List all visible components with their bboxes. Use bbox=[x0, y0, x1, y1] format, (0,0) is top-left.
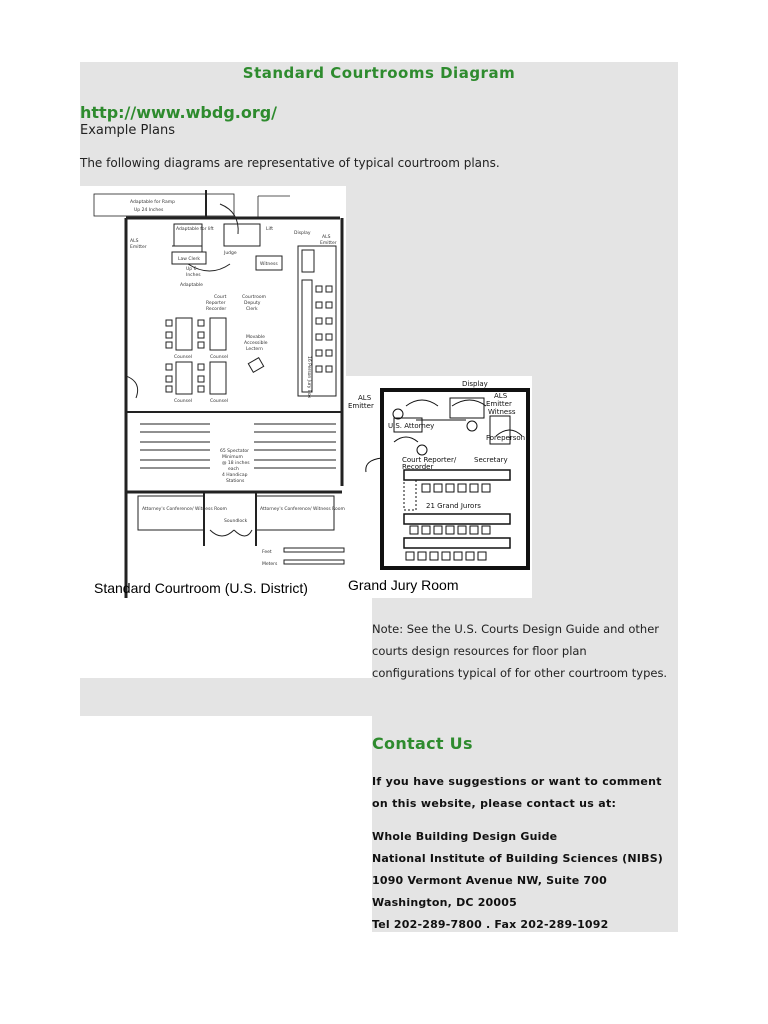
grand-jury-caption: Grand Jury Room bbox=[348, 577, 459, 593]
gj-us-attorney-label: U.S. Attorney bbox=[388, 422, 435, 430]
standard-courtroom-caption: Standard Courtroom (U.S. District) bbox=[94, 580, 308, 596]
display-label: Display bbox=[294, 231, 311, 236]
street-address: 1090 Vermont Avenue NW, Suite 700 bbox=[372, 874, 607, 887]
contact-prompt: If you have suggestions or want to comment on this website, please contact us at: bbox=[372, 775, 662, 810]
jury-box-label: 16 Person Jury Box bbox=[306, 356, 311, 399]
movable-label: Movable bbox=[246, 335, 265, 340]
spectator-label-3: @ 18 inches bbox=[222, 461, 250, 466]
ramp-label: Adaptable for Ramp bbox=[130, 200, 175, 205]
counsel-label-1: Counsel bbox=[174, 355, 192, 360]
source-link[interactable]: http://www.wbdg.org/ bbox=[80, 103, 278, 122]
gj-secretary-label: Secretary bbox=[474, 456, 508, 464]
gj-witness-als-label: ALS bbox=[494, 392, 508, 400]
intro-paragraph: The following diagrams are representative of typical courtroom plans. bbox=[80, 156, 500, 170]
standard-courtroom-plan bbox=[90, 186, 346, 598]
emitter-right-label: Emitter bbox=[320, 241, 337, 246]
law-clerk-label: Law Clerk bbox=[178, 257, 200, 262]
city-address: Washington, DC 20005 bbox=[372, 896, 517, 909]
attorney-room-label-right: Attorney's Conference/ Witness Room bbox=[260, 507, 345, 512]
adaptable-label: Adaptable bbox=[180, 283, 203, 288]
org-name: Whole Building Design Guide bbox=[372, 830, 558, 843]
phone-fax: Tel 202-289-7800 . Fax 202-289-1092 bbox=[372, 918, 609, 931]
up6-label: Up 6 bbox=[186, 267, 197, 272]
spectator-label-2: Minimum bbox=[222, 455, 243, 460]
background-panel-right-mid bbox=[532, 376, 678, 598]
reporter-label: Reporter bbox=[206, 301, 226, 306]
page-title: Standard Courtrooms Diagram bbox=[242, 64, 516, 82]
gj-emitter-label: Emitter bbox=[348, 402, 374, 410]
grand-jury-room-plan bbox=[346, 376, 532, 598]
adaptable-lift-label: Adaptable for lift bbox=[176, 227, 214, 232]
contact-address bbox=[372, 826, 672, 936]
meters-label: Meters bbox=[262, 562, 278, 567]
grand-jury-room-diagram bbox=[346, 376, 532, 598]
contact-heading: Contact Us bbox=[372, 734, 473, 753]
note-paragraph: Note: See the U.S. Courts Design Guide and other courts design resources for floor plan configurations typical of for other courtroom types. bbox=[372, 622, 668, 680]
gj-court-reporter-label: Court Reporter/ bbox=[402, 456, 457, 464]
counsel-label-4: Counsel bbox=[210, 399, 228, 404]
emitter-left-label: Emitter bbox=[130, 245, 147, 250]
gj-foreperson-label: Foreperson bbox=[486, 434, 526, 442]
deputy-label: Deputy bbox=[244, 301, 261, 306]
als-right-label: ALS bbox=[322, 235, 331, 240]
feet-label: Feet bbox=[262, 550, 272, 555]
witness-label: Witness bbox=[260, 262, 278, 267]
accessible-label: Accessible bbox=[244, 341, 268, 346]
spectator-label-5: 4 Handicap bbox=[222, 473, 248, 478]
soundlock-label: Soundlock bbox=[224, 519, 248, 524]
spectator-label-1: 65 Spectator bbox=[220, 449, 250, 454]
spectator-label-6: Stations bbox=[226, 479, 245, 484]
standard-courtroom-diagram bbox=[90, 186, 346, 598]
counsel-label-3: Counsel bbox=[174, 399, 192, 404]
gj-witness-emitter-label: Emitter bbox=[486, 400, 512, 408]
attorney-room-label-left: Attorney's Conference/ Witness Room bbox=[142, 507, 227, 512]
courtroom-label: Courtroom bbox=[242, 295, 267, 300]
als-left-label: ALS bbox=[130, 239, 139, 244]
ramp-label-2: Up 24 Inches bbox=[134, 208, 164, 213]
section-heading: Example Plans bbox=[80, 123, 175, 138]
inches-label: Inches bbox=[186, 273, 201, 278]
spectator-label-4: each bbox=[228, 467, 239, 472]
gj-witness-label: Witness bbox=[488, 408, 516, 416]
institute-name: National Institute of Building Sciences (NIBS) bbox=[372, 852, 664, 865]
gj-recorder-label: Recorder bbox=[402, 463, 434, 471]
counsel-label-2: Counsel bbox=[210, 355, 228, 360]
lectern-label: Lectern bbox=[246, 347, 263, 352]
judge-label: Judge bbox=[224, 251, 237, 256]
gj-display-label: Display bbox=[462, 380, 488, 388]
clerk-label: Clerk bbox=[246, 307, 258, 312]
court-label: Court bbox=[214, 295, 227, 300]
background-panel-right bbox=[346, 186, 678, 376]
gj-jurors-label: 21 Grand Jurors bbox=[426, 502, 481, 510]
gj-als-label: ALS bbox=[358, 394, 372, 402]
lift-label: Lift bbox=[266, 227, 274, 232]
recorder-label: Recorder bbox=[206, 307, 227, 312]
